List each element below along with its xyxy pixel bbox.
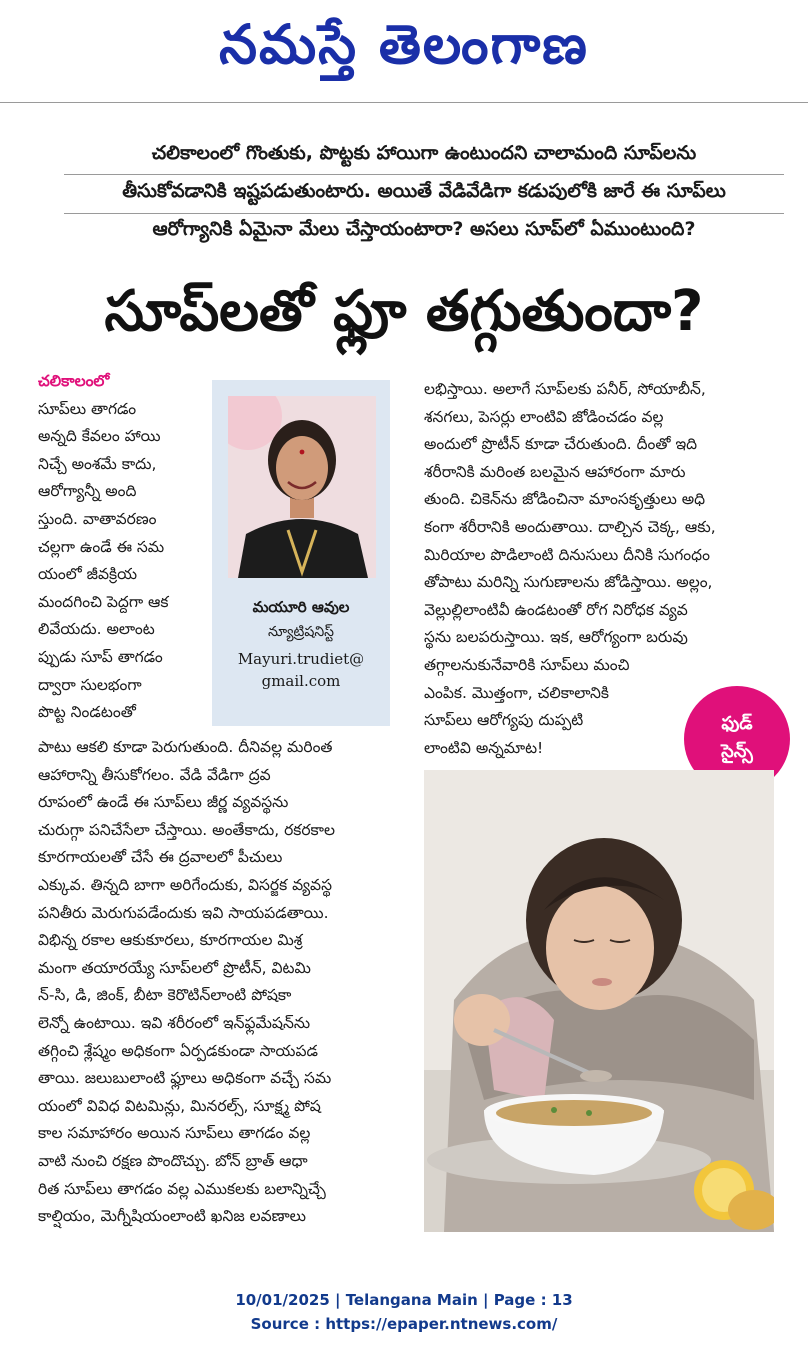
badge-line: ఫుడ్ <box>721 713 753 734</box>
text-line: లెన్నో ఉంటాయి. ఇవి శరీరంలో ఇన్‌ఫ్లమేషన్‌ను <box>38 1013 311 1032</box>
text-line: ప్పుడు సూప్ తాగడం <box>38 647 163 666</box>
lead-keyword: చలికాలంలో <box>38 372 110 390</box>
headline: సూప్‌లతో ఫ్లూ తగ్గుతుందా? <box>104 279 704 344</box>
text-line: యంలో జీవక్రియ <box>38 565 138 584</box>
text-line: అన్నది కేవలం హాయి <box>38 427 161 446</box>
text-line: కంగా శరీరానికి అందుతాయి. దాల్చిన చెక్క, ఆకు, <box>424 517 716 536</box>
text-line: అందులో ప్రొటీన్ కూడా చేరుతుంది. దీంతో ఇది <box>424 435 698 454</box>
text-line: మంగా తయారయ్యే సూప్‌లలో ప్రొటీన్, విటమి <box>38 958 311 977</box>
author-email-line: Mayuri.trudiet@ <box>237 650 365 668</box>
text-line: తగ్గించి శ్లేష్మం అధికంగా ఏర్పడకుండా సాయపడ <box>38 1041 318 1060</box>
text-line: లాంటివి అన్నమాట! <box>424 738 544 757</box>
text-line: తగ్గాలనుకునేవారికి సూప్‌లు మంచి <box>424 655 630 674</box>
text-line: నిచ్చే అంశమే కాదు, <box>38 454 157 473</box>
article-column-1-top <box>38 368 169 727</box>
text-line: పాటు ఆకలి కూడా పెరుగుతుంది. దీనివల్ల మరింత <box>38 738 333 756</box>
text-line: న్-సి, డి, జింక్, బీటా కెరొటిన్‌లాంటి పోషకా <box>38 986 292 1005</box>
woman-with-soup-image <box>424 770 774 1232</box>
author-name: మయూరి ఆవుల <box>252 598 350 616</box>
text-line: లభిస్తాయి. అలాగే సూప్‌లకు పనీర్, సోయాబీన్, <box>424 380 706 398</box>
text-line: పొట్ట నిండటంతో <box>38 703 136 722</box>
text-line: సూప్‌లు తాగడం <box>38 399 137 418</box>
intro-line: తీసుకోవడానికి ఇష్టపడుతుంటారు. అయితే వేడివేడిగా కడుపులోకి జారే ఈ సూప్‌లు <box>122 180 726 202</box>
text-line: వెల్లుల్లిలాంటివీ ఉండటంతో రోగ నిరోధక వ్యవ <box>424 600 688 619</box>
text-line: పనితీరు మెరుగుపడేందుకు ఇవి సాయపడతాయి. <box>38 903 329 922</box>
text-line: స్థను బలపరుస్తాయి. ఇక, ఆరోగ్యంగా బరువు <box>424 628 688 647</box>
text-line: తుంది. చికెన్‌ను జోడించినా మాంసకృత్తులు అధి <box>424 490 706 509</box>
article-column-1-bottom <box>38 734 335 1231</box>
text-line: శనగలు, పెసర్లు లాంటివి జోడించడం వల్ల <box>424 407 664 426</box>
intro-text <box>64 134 784 248</box>
text-line: వాటి నుంచి రక్షణ పొందొచ్చు. బోన్ బ్రాత్ ఆధా <box>38 1151 308 1170</box>
text-line: చల్లగా ఉండే ఈ సమ <box>38 537 165 556</box>
author-portrait-image <box>228 396 376 578</box>
text-line: ఆరోగ్యాన్నీ అంది <box>38 482 137 501</box>
author-photo <box>228 396 376 578</box>
text-line: కాల సమాహారం అయిన సూప్‌లు తాగడం వల్ల <box>38 1124 311 1143</box>
footer-edition-info: 10/01/2025 | Telangana Main | Page : 13 <box>235 1291 573 1309</box>
intro-rule <box>64 213 784 214</box>
text-line: ద్వారా సులభంగా <box>38 675 142 694</box>
text-line: ఎక్కువ. తిన్నది బాగా అరిగేందుకు, విసర్జక వ్యవస్థ <box>38 875 332 894</box>
author-box <box>212 380 390 726</box>
masthead-rule <box>0 102 808 103</box>
text-line: ఆహారాన్ని తీసుకోగలం. వేడి వేడిగా ద్రవ <box>38 765 271 784</box>
badge-line: సైన్స్ <box>721 741 753 762</box>
text-line: రూపంలో ఉండే ఈ సూప్‌లు జీర్ణ వ్యవస్థను <box>38 793 289 812</box>
text-line: తోపాటు మరిన్ని సుగుణాలను జోడిస్తాయి. అల్లం, <box>424 573 713 592</box>
text-line: సూప్‌లు ఆరోగ్యపు దుప్పటి <box>424 711 584 730</box>
text-line: కూరగాయలతో చేసే ఈ ద్రవాలలో పీచులు <box>38 848 283 867</box>
author-role: న్యూట్రిషనిస్ట్ <box>267 624 335 640</box>
text-line: చురుగ్గా పనిచేసేలా చేస్తాయి. అంతేకాదు, రకరకాల <box>38 820 335 839</box>
masthead: నమస్తే తెలంగాణ <box>219 12 589 76</box>
author-email-line: gmail.com <box>261 672 341 690</box>
text-line: రిత సూప్‌లు తాగడం వల్ల ఎముకలకు బలాన్నిచ్చే <box>38 1179 326 1198</box>
text-line: స్తుంది. వాతావరణం <box>38 509 157 528</box>
intro-line: ఆరోగ్యానికి ఏమైనా మేలు చేస్తాయంటారా? అసలు సూప్‌లో ఏముంటుంది? <box>152 218 696 240</box>
text-line: తాయి. జలుబులాంటి ఫ్లూలు అధికంగా వచ్చే సమ <box>38 1069 332 1088</box>
text-line: యంలో వివిధ విటమిన్లు, మినరల్స్, సూక్ష్మ పోష <box>38 1096 321 1115</box>
text-line: లివేయదు. అలాంట <box>38 620 155 639</box>
soup-photo <box>424 770 774 1232</box>
text-line: మిరియాల పొడిలాంటి దినుసులు దీనికి సుగంధం <box>424 545 710 564</box>
footer-source-link[interactable]: Source : https://epaper.ntnews.com/ <box>250 1315 558 1333</box>
text-line: విభిన్న రకాల ఆకుకూరలు, కూరగాయల మిశ్ర <box>38 931 303 950</box>
intro-line: చలికాలంలో గొంతుకు, పొట్టకు హాయిగా ఉంటుందని చాలామంది సూప్‌లను <box>151 142 697 164</box>
text-line: శరీరానికి మరింత బలమైన ఆహారంగా మారు <box>424 462 686 481</box>
footer <box>0 1288 808 1336</box>
intro-rule <box>64 174 784 175</box>
text-line: ఎంపిక. మొత్తంగా, చలికాలానికి <box>424 683 609 702</box>
text-line: మందగించి పెద్దగా ఆక <box>38 592 169 611</box>
text-line: కాల్షియం, మెగ్నీషియంలాంటి ఖనిజ లవణాలు <box>38 1207 307 1226</box>
author-email <box>212 648 390 692</box>
article-column-2 <box>424 376 716 762</box>
